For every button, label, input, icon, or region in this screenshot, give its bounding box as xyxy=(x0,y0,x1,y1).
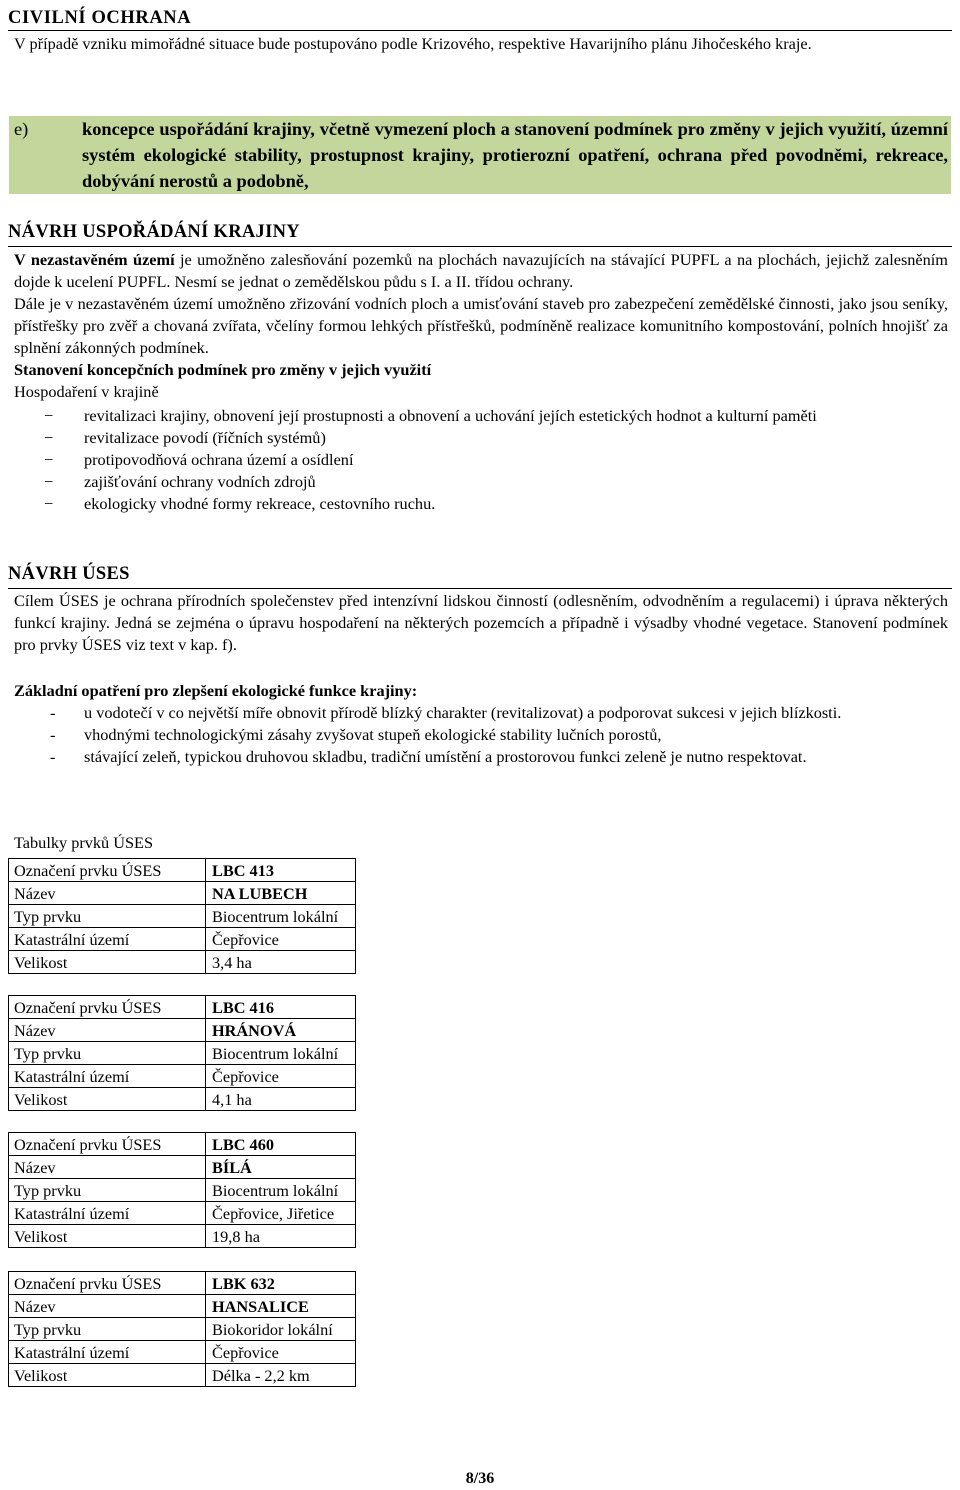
section-letter: e) xyxy=(14,119,29,139)
value-cell: BÍLÁ xyxy=(206,1156,356,1179)
list-item: - u vodotečí v co největší míře obnovit přírodě blízký charakter (revitalizovat) a podporovat sukcesi v jejich blízkosti. xyxy=(50,703,842,722)
table-row xyxy=(9,1019,356,1042)
table-row xyxy=(9,1295,356,1318)
list-item: − ekologicky vhodné formy rekreace, cestovního ruchu. xyxy=(44,494,436,513)
value-cell: HRÁNOVÁ xyxy=(206,1019,356,1042)
label-cell: Typ prvku xyxy=(9,905,206,928)
dash-bullet: − xyxy=(44,450,54,469)
label-cell: Katastrální území xyxy=(9,1065,206,1088)
table-row xyxy=(9,1364,356,1387)
heading-navrh-usporadani-krajiny: NÁVRH USPOŘÁDÁNÍ KRAJINY xyxy=(8,220,952,247)
opatreni-list xyxy=(14,702,948,768)
table-row xyxy=(9,1341,356,1364)
table-row xyxy=(9,859,356,882)
label-cell: Název xyxy=(9,1019,206,1042)
civil-paragraph: V případě vzniku mimořádné situace bude postupováno podle Krizového, respektive Havarijního plánu Jihočeského kraje. xyxy=(14,34,812,53)
table-row xyxy=(9,1225,356,1248)
label-cell: Katastrální území xyxy=(9,1341,206,1364)
value-cell: NA LUBECH xyxy=(206,882,356,905)
value-cell: Čepřovice xyxy=(206,1065,356,1088)
koncepce-list xyxy=(14,405,948,515)
dash-bullet: − xyxy=(44,472,54,491)
krajina-p1-bold: V nezastavěném území xyxy=(14,250,175,269)
dash-bullet: − xyxy=(44,494,54,513)
label-cell: Katastrální území xyxy=(9,1202,206,1225)
value-cell: Biocentrum lokální xyxy=(206,1042,356,1065)
koncepce-title: Stanovení koncepčních podmínek pro změny v jejich využití xyxy=(14,360,432,379)
heading-civilni-ochrana: CIVILNÍ OCHRANA xyxy=(8,6,952,31)
value-cell: Čepřovice xyxy=(206,1341,356,1364)
uses-paragraph: Cílem ÚSES je ochrana přírodních společenstev před intenzívní lidskou činností (odlesněním, odvodněním a regulacemi) i úprava některých funkcí krajiny. Jedná se zejména o úpravu hospodaření na některých pozemcích a případně i výsadby vhodné vegetace. Stanovení podmínek pro prvky ÚSES viz text v kap. f). xyxy=(14,591,948,654)
label-cell: Označení prvku ÚSES xyxy=(9,1272,206,1295)
value-cell: HANSALICE xyxy=(206,1295,356,1318)
label-cell: Typ prvku xyxy=(9,1318,206,1341)
uses-table xyxy=(8,995,356,1111)
value-cell: 3,4 ha xyxy=(206,951,356,974)
dash-bullet: − xyxy=(44,406,54,425)
table-row xyxy=(9,1133,356,1156)
table-row xyxy=(9,996,356,1019)
label-cell: Název xyxy=(9,1295,206,1318)
value-cell: 19,8 ha xyxy=(206,1225,356,1248)
uses-table xyxy=(8,1271,356,1387)
value-cell: Čepřovice, Jiřetice xyxy=(206,1202,356,1225)
list-item: - vhodnými technologickými zásahy zvyšovat stupeň ekologické stability lučních porostů, xyxy=(50,725,662,744)
uses-table xyxy=(8,858,356,974)
table-row xyxy=(9,1088,356,1111)
list-item: − protipovodňová ochrana území a osídlení xyxy=(44,450,354,469)
value-cell: Biokoridor lokální xyxy=(206,1318,356,1341)
section-e-text: koncepce uspořádání krajiny, včetně vymezení ploch a stanovení podmínek pro změny v jejich využití, územní systém ekologické stability, prostupnost krajiny, protierozní opatření, ochrana před povodněmi, rekreace, dobývání nerostů a podobně, xyxy=(82,119,948,191)
list-item: - stávající zeleň, typickou druhovou skladbu, tradiční umístění a prostorovou funkci zeleně je nutno respektovat. xyxy=(50,747,807,766)
krajina-p1-rest: je umožněno zalesňování pozemků na plochách navazujících na stávající PUPFL a na plochách, jejichž zalesněním dojde k ucelení PUPFL. Nesmí se jednat o zemědělskou půdu s I. a II. třídou ochrany. xyxy=(14,250,948,291)
value-cell: LBC 416 xyxy=(206,996,356,1019)
label-cell: Velikost xyxy=(9,1088,206,1111)
label-cell: Označení prvku ÚSES xyxy=(9,859,206,882)
value-cell: LBC 413 xyxy=(206,859,356,882)
dash-bullet: − xyxy=(44,428,54,447)
value-cell: Čepřovice xyxy=(206,928,356,951)
dash-bullet: - xyxy=(50,703,56,722)
table-row xyxy=(9,882,356,905)
value-cell: 4,1 ha xyxy=(206,1088,356,1111)
dash-bullet: - xyxy=(50,747,56,766)
value-cell: Biocentrum lokální xyxy=(206,1179,356,1202)
label-cell: Typ prvku xyxy=(9,1179,206,1202)
tables-caption: Tabulky prvků ÚSES xyxy=(14,833,154,852)
table-row xyxy=(9,1065,356,1088)
label-cell: Označení prvku ÚSES xyxy=(9,996,206,1019)
value-cell: LBK 632 xyxy=(206,1272,356,1295)
label-cell: Velikost xyxy=(9,1364,206,1387)
value-cell: Délka - 2,2 km xyxy=(206,1364,356,1387)
table-row xyxy=(9,1156,356,1179)
uses-table xyxy=(8,1132,356,1248)
value-cell: LBC 460 xyxy=(206,1133,356,1156)
section-e-heading xyxy=(9,116,951,194)
table-row xyxy=(9,1202,356,1225)
label-cell: Označení prvku ÚSES xyxy=(9,1133,206,1156)
table-row xyxy=(9,905,356,928)
table-row xyxy=(9,1318,356,1341)
label-cell: Velikost xyxy=(9,951,206,974)
label-cell: Název xyxy=(9,882,206,905)
table-row xyxy=(9,1179,356,1202)
label-cell: Velikost xyxy=(9,1225,206,1248)
list-item: − revitalizace povodí (říčních systémů) xyxy=(44,428,326,447)
opatreni-title: Základní opatření pro zlepšení ekologické funkce krajiny: xyxy=(14,681,418,700)
page-number: 8/36 xyxy=(465,1470,495,1487)
heading-navrh-uses: NÁVRH ÚSES xyxy=(8,562,952,589)
label-cell: Typ prvku xyxy=(9,1042,206,1065)
krajina-paragraph-2: Dále je v nezastavěném území umožněno zřizování vodních ploch a umisťování staveb pro zabezpečení zemědělské činnosti, jako jsou seníky, přístřešky pro zvěř a chovaná zvířata, včelíny formou lehkých přístřešků, podmíněně realizace komunitního kompostování, polních hnojišť za splnění zákonných podmínek. xyxy=(14,294,948,357)
dash-bullet: - xyxy=(50,725,56,744)
table-row xyxy=(9,928,356,951)
label-cell: Název xyxy=(9,1156,206,1179)
list-item: − revitalizaci krajiny, obnovení její prostupnosti a obnovení a uchování jejích estetických hodnot a kulturní paměti xyxy=(44,406,817,425)
value-cell: Biocentrum lokální xyxy=(206,905,356,928)
label-cell: Katastrální území xyxy=(9,928,206,951)
krajina-paragraph-1 xyxy=(14,249,948,293)
table-row xyxy=(9,951,356,974)
table-row xyxy=(9,1272,356,1295)
list-item: − zajišťování ochrany vodních zdrojů xyxy=(44,472,316,491)
table-row xyxy=(9,1042,356,1065)
hospodareni-label: Hospodaření v krajině xyxy=(14,382,159,401)
